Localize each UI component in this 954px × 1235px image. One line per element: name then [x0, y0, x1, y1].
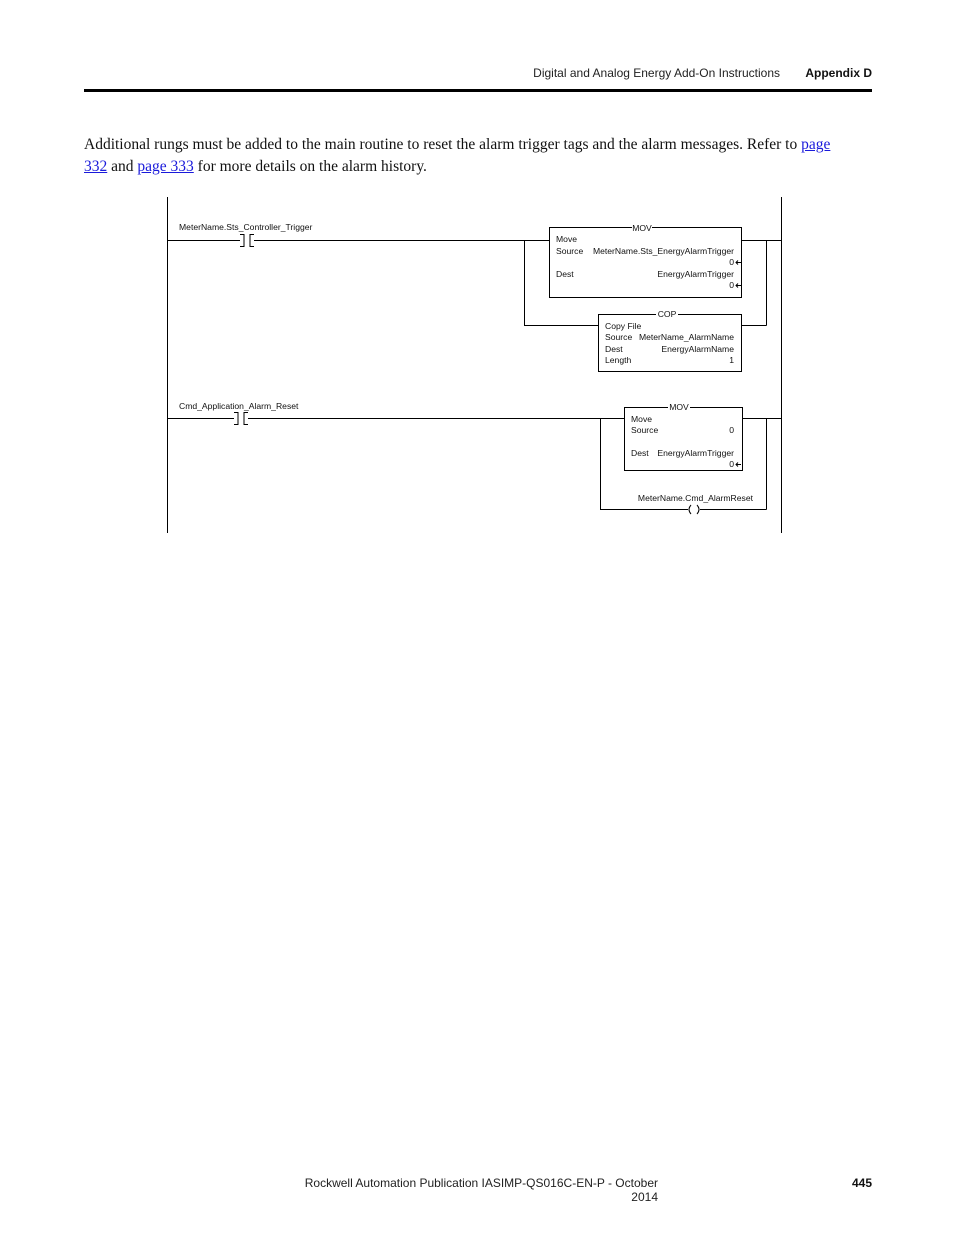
rung1-cop-name: Copy File: [605, 321, 642, 331]
body-text-after: for more details on the alarm history.: [193, 158, 427, 175]
rung2-mov-dest-tag: EnergyAlarmTrigger: [657, 448, 734, 458]
rung1-cop-dest-tag: EnergyAlarmName: [661, 344, 734, 354]
rung2-mov-name: Move: [631, 414, 653, 424]
rung2-contact-symbol: [234, 413, 248, 425]
footer-page-number: 445: [851, 1176, 872, 1190]
rung1-cop-title: COP: [657, 309, 677, 319]
rung1-mov-source-tag: MeterName.Sts_EnergyAlarmTrigger: [592, 246, 734, 256]
page-header-title: Digital and Analog Energy Add-On Instructions: [533, 66, 780, 80]
rung2-mov-dest-value: 0: [729, 459, 734, 469]
page-header-appendix: Appendix D: [805, 66, 872, 80]
body-text-middle: and: [107, 158, 138, 175]
rung1-mov-dest-tag: EnergyAlarmTrigger: [657, 269, 734, 279]
rung1-cop-length-label: Length: [605, 355, 632, 365]
rung1-mov-dest-value: 0: [729, 280, 734, 290]
rung2-mov-dest-label: Dest: [631, 448, 649, 458]
rung1-contact-symbol: [240, 235, 254, 247]
rung1-cop-source-tag: MeterName_AlarmName: [638, 332, 734, 342]
rung1-cop-dest-label: Dest: [605, 344, 623, 354]
rung2-mov-source-value: 0: [729, 425, 734, 435]
rung1-mov-source-label: Source: [556, 246, 584, 256]
rung1-mov-name: Move: [556, 234, 578, 244]
body-text-before: Additional rungs must be added to the main routine to reset the alarm trigger tags and the alarm messages. Refer to: [84, 136, 802, 153]
rung2-coil-tag: MeterName.Cmd_AlarmReset: [637, 493, 753, 503]
link-page-332[interactable]: page 332: [84, 136, 831, 175]
rung1-mov-dest-label: Dest: [556, 269, 574, 279]
footer-publication: Rockwell Automation Publication IASIMP-QS016C-EN-P - October 2014: [304, 1176, 658, 1204]
rung1-mov-source-value: 0: [729, 257, 734, 267]
rung2-mov-title: MOV: [669, 402, 689, 412]
rung1-cop-length-value: 1: [729, 355, 734, 365]
rung1-mov-box: [550, 228, 742, 298]
rung1-contact-tag: MeterName.Sts_Controller_Trigger: [179, 222, 313, 232]
rung1-cop-source-label: Source: [605, 332, 633, 342]
rung2-coil-symbol: [689, 505, 699, 514]
link-page-333[interactable]: page 333: [137, 158, 194, 175]
rung1-mov-title: MOV: [632, 223, 652, 233]
rung2-contact-tag: Cmd_Application_Alarm_Reset: [179, 401, 299, 411]
rung2-mov-source-label: Source: [631, 425, 659, 435]
